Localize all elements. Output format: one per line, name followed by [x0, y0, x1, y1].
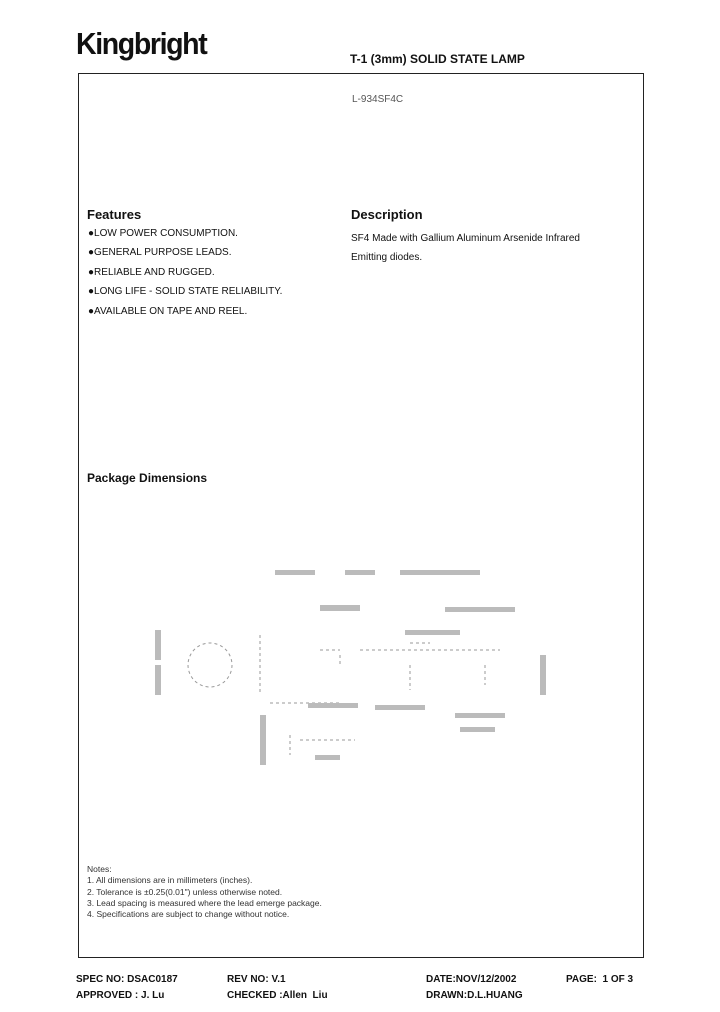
package-heading: Package Dimensions — [87, 471, 208, 485]
features-list — [88, 229, 282, 326]
list-item: ●AVAILABLE ON TAPE AND REEL. — [88, 305, 248, 317]
revision-number: REV NO: V.1 — [227, 974, 286, 985]
notes: Notes: 1. All dimensions are in millimeters (inches). 2. Tolerance is ±0.25(0.01") unless otherwise noted. 3. Lead spacing is measured where the lead emerge package. 4. Specifications are subject to change without notice. — [87, 864, 322, 920]
list-item: ●GENERAL PURPOSE LEADS. — [88, 247, 232, 259]
part-number: L-934SF4C — [352, 94, 404, 105]
content-frame — [78, 73, 644, 958]
approved-by: APPROVED : J. Lu — [76, 990, 165, 1001]
list-item: ●LOW POWER CONSUMPTION. — [88, 228, 238, 239]
spec-number: SPEC NO: DSAC0187 — [76, 974, 178, 985]
checked-by: CHECKED :Allen Liu — [227, 990, 328, 1001]
drawn-by: DRAWN:D.L.HUANG — [426, 990, 523, 1001]
date: DATE:NOV/12/2002 — [426, 974, 517, 985]
package-dimension-drawing — [140, 555, 560, 775]
page-number: PAGE: 1 OF 3 — [566, 974, 634, 985]
document-title: T-1 (3mm) SOLID STATE LAMP — [350, 52, 525, 66]
description-heading: Description — [351, 207, 423, 222]
features-heading: Features — [87, 207, 142, 222]
brand-logo: Kingbright — [76, 26, 207, 61]
list-item: ●RELIABLE AND RUGGED. — [88, 266, 215, 278]
description-text: SF4 Made with Gallium Aluminum Arsenide Infrared Emitting diodes. — [351, 233, 580, 263]
list-item: ●LONG LIFE - SOLID STATE RELIABILITY. — [88, 286, 283, 298]
